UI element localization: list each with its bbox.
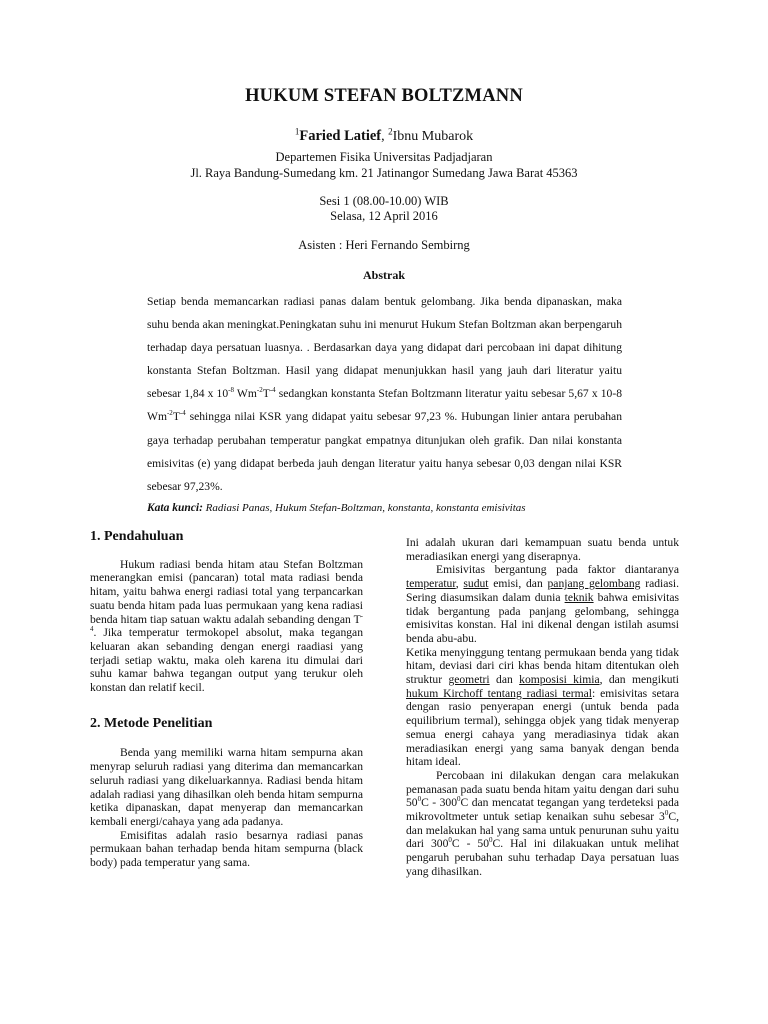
paper-title: HUKUM STEFAN BOLTZMANN [245, 86, 523, 106]
text: C dan mencatat tegangan yang terdeteksi pada mikrovoltmeter untuk setiap kenaikan suhu sebesar 3 [406, 796, 680, 824]
section-1-text-b: . Jika temperatur termokopel absolut, maka tegangan keluaran akan sebanding dengan energi raadiasi yang terjadi setiap waktu, maka oleh karena itu dimulai dari suhu kamar bahwa tegangan output yang terukur oleh konstan dan relatif kecil. [90, 626, 363, 695]
right-column [406, 536, 679, 879]
section-1-heading: 1. Pendahuluan [90, 529, 184, 544]
author2-name: Ibnu Mubarok [392, 129, 474, 144]
text: bahwa emisivitas tidak bergantung pada panjang gelombang, sehingga emisivitas konstan. Hal ini dikenal dengan istilah asumsi benda abu-abu. [406, 590, 679, 645]
author1-affil-mark: 1 [294, 126, 300, 137]
link-komposisi-kimia[interactable]: komposisi kimia [519, 673, 600, 687]
right-paragraph-1: Ini adalah ukuran dari kemampuan suatu benda untuk meradiasikan energi yang diserapnya. [406, 536, 679, 563]
link-sudut[interactable]: sudut [463, 577, 489, 591]
abstract-exp-4: -2 [166, 409, 173, 418]
text: C. Hal ini dilakuakan untuk melihat pengaruh perubahan suhu terhadap Daya persatuan luas yang dihasilkan. [406, 837, 679, 878]
degree-mark: 0 [448, 836, 452, 845]
section-1-text-a: Hukum radiasi benda hitam atau Stefan Boltzman menerangkan emisi (pancaran) total mata radiasi benda hitam, yaitu bahwa energi radiasi total yang terpancarkan suatu benda hitam pada luas permukaan yang kena radiasi benda hitam tiap satuan waktu adalah sebanding dengan T [90, 557, 363, 626]
text: , dan mengikuti [599, 673, 679, 687]
abstract-exp-3: -4 [269, 386, 276, 395]
assistant: Asisten : Heri Fernando Sembirng [298, 238, 470, 252]
abstract-unit-1: Wm [234, 387, 257, 401]
section-2-heading: 2. Metode Penelitian [90, 715, 213, 731]
section-1-exp: -4 [90, 611, 363, 634]
spacer [90, 544, 363, 558]
link-teknik[interactable]: teknik [564, 590, 594, 604]
author1-name: Faried Latief [299, 128, 382, 144]
abstract-body [147, 290, 622, 498]
text: , [455, 577, 464, 591]
text: radiasi. Sering diasumsikan dalam dunia [406, 577, 680, 604]
abstract-text-1: Setiap benda memancarkan radiasi panas dalam bentuk gelombang. Jika benda dipanaskan, maka suhu benda akan meningkat.Peningkatan suhu ini menurut Hukum Stefan Boltzman akan berpengaruh terhadap daya persatuan luasnya. . Berdasarkan daya yang didapat dari percobaan ini dapat dihitung konstanta Stefan Boltzman. Hasil yang didapat menunjukkan hasil yang jauh dari literatur yaitu sebesar 1,84 x 10 [147, 295, 622, 401]
abstract-text-2: sedangkan konstanta Stefan Boltzmann literatur yaitu sebesar 5,67 x 10-8 Wm [147, 387, 622, 424]
abstract-text-3: sehingga nilai KSR yang didapat yaitu sebesar 97,23 %. Hubungan linier antara perubahan gaya terhadap perubahan temperatur pangkat empatnya ditunjukan oleh grafik. Dan nilai konstanta emisivitas (e) yang didapat berbeda jauh dengan literatur yaitu hanya sebesar 0,03 dengan nilai KSR sebesar 97,23%. [147, 410, 622, 493]
author-line [0, 128, 768, 145]
link-geometri[interactable]: geometri [448, 673, 490, 687]
right-paragraph-2 [406, 563, 679, 645]
abstract-exp-5: -4 [179, 409, 186, 418]
abstract-exp-1: -8 [228, 386, 234, 395]
affiliation: Departemen Fisika Universitas Padjadjaran [275, 150, 493, 164]
keywords-text: Radiasi Panas, Hukum Stefan-Boltzman, konstanta, konstanta emisivitas [202, 502, 526, 514]
author-separator: , [381, 129, 389, 144]
text: C, dan melakukan hal yang sama untuk penurunan suhu yaitu dari 300 [406, 810, 679, 851]
text: emisi, dan [488, 577, 548, 591]
section-1-paragraph [90, 558, 363, 695]
keywords-label: Kata kunci: [147, 502, 203, 514]
text: Ketika menyinggung tentang permukaan benda yang tidak hitam, deviasi dari ciri khas benda hitam ditentukan oleh struktur [406, 645, 679, 687]
degree-mark: 0 [664, 809, 669, 818]
text: Emisivitas bergantung pada faktor diantaranya [436, 563, 679, 577]
keywords [147, 502, 627, 514]
abstract-heading: Abstrak [362, 268, 405, 282]
text: : emisivitas setara dengan rasio penyerapan energi (untuk benda pada equilibrium termal), sehingga objek yang tidak menyerap semua energi cahaya yang meradiasinya tidak akan meradiasikan energi yang sama banyak dengan benda hitam ideal. [406, 686, 679, 769]
link-temperatur[interactable]: temperatur [406, 577, 456, 591]
link-hukum-kirchoff[interactable]: hukum Kirchoff tentang radiasi termal [406, 686, 592, 700]
right-paragraph-3 [406, 646, 679, 769]
text: C - 300 [421, 796, 458, 810]
author2-affil-mark: 2 [388, 126, 393, 137]
degree-mark: 0 [417, 795, 422, 804]
text: dan [489, 673, 520, 687]
left-column [90, 530, 363, 870]
spacer [90, 730, 363, 746]
section-2-paragraph-2: Emisifitas adalah rasio besarnya radiasi panas permukaan bahan terhadap benda hitam sempurna (black body) pada temperatur yang sama. [90, 828, 363, 870]
section-2-paragraph-1: Benda yang memiliki warna hitam sempurna akan menyrap seluruh radiasi yang diterima dan memancarkan seluruh radiasi yang dikeluarkannya. Radiasi benda hitam adalah radiasi yang dihasilkan oleh benda hitam sempurna ketika dipanaskan, dapat menyerap dan memancarkan kembali energi/cahaya yang ada padanya. [90, 746, 363, 828]
abstract-exp-2: -2 [256, 386, 263, 395]
degree-mark: 0 [489, 836, 493, 845]
link-panjang-gelombang[interactable]: panjang gelombang [547, 577, 641, 591]
text: C - 50 [451, 837, 490, 851]
abstract-unit-3: T [172, 410, 180, 424]
address: Jl. Raya Bandung-Sumedang km. 21 Jatinangor Sumedang Jawa Barat 45363 [190, 166, 578, 180]
date: Selasa, 12 April 2016 [330, 209, 438, 223]
text: Percobaan ini dilakukan dengan cara melakukan pemanasan pada suatu benda hitam yaitu dengan dari suhu 50 [406, 768, 679, 810]
right-paragraph-4 [406, 769, 679, 879]
abstract-paragraph [147, 290, 622, 498]
degree-mark: 0 [457, 795, 461, 804]
session: Sesi 1 (08.00-10.00) WIB [319, 194, 449, 208]
abstract-unit-2: T [262, 387, 270, 401]
spacer [90, 695, 363, 717]
